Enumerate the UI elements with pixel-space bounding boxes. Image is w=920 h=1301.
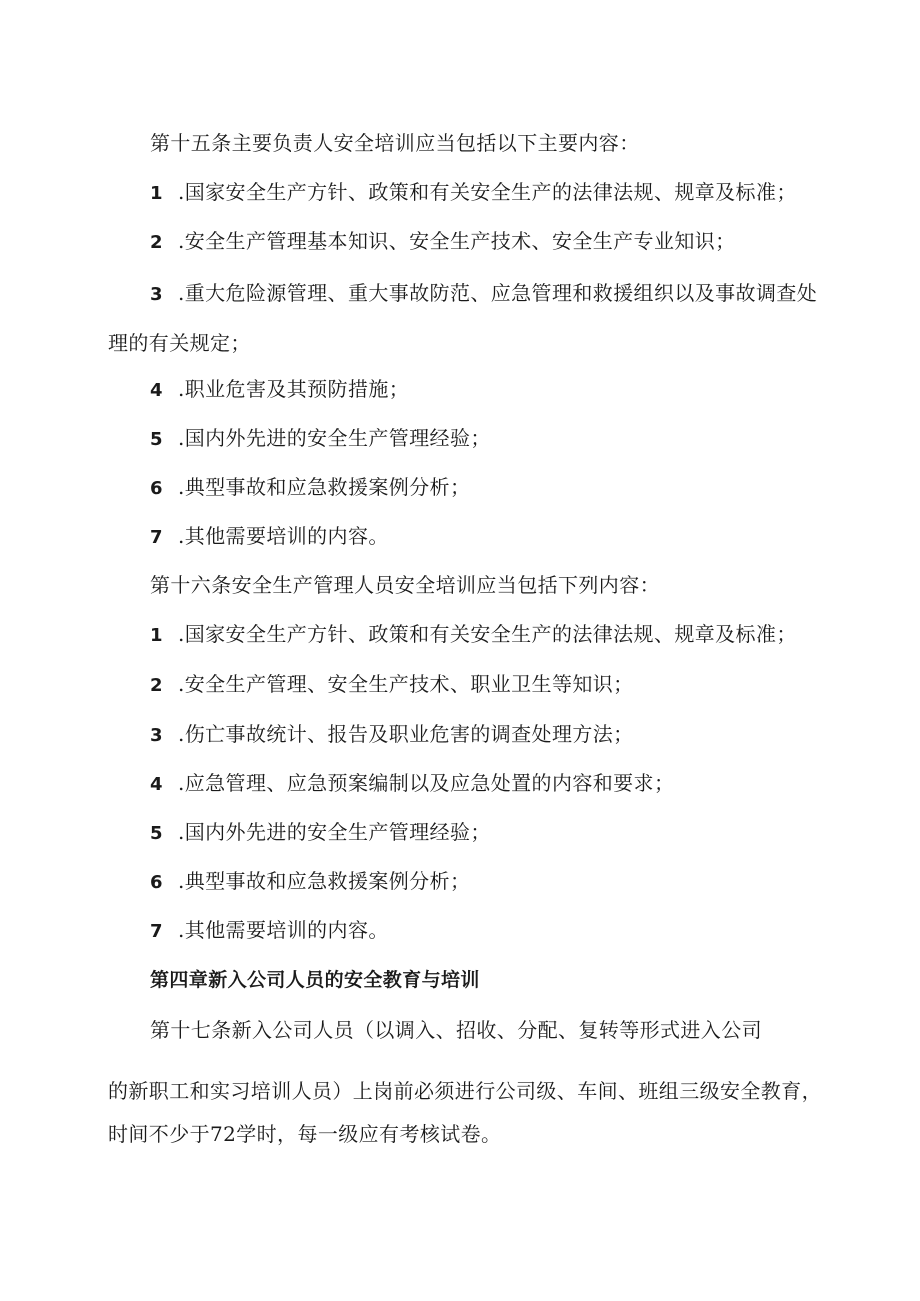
section-15-item-4 [150,377,409,403]
item-text: .其他需要培训的内容。 [178,918,389,942]
item-text: .国家安全生产方针、政策和有关安全生产的法律法规、规章及标准； [178,180,797,204]
item-text: .安全生产管理基本知识、安全生产技术、安全生产专业知识； [178,229,736,253]
item-text: .职业危害及其预防措施； [178,377,410,401]
section-16-title: 第十六条安全生产管理人员安全培训应当包括下列内容： [150,573,660,597]
item-text: .典型事故和应急救援案例分析； [178,475,471,499]
item-number: 5 [150,823,163,844]
item-text: .重大危险源管理、重大事故防范、应急管理和救援组织以及事故调查处 [178,281,818,305]
item-number: 5 [150,429,163,450]
section-15-item-5 [150,426,491,452]
section-16-item-3 [150,722,634,748]
section-17-line-3: 时间不少于72学时，每一级应有考核试卷。 [108,1122,502,1146]
section-16-item-7 [150,918,389,944]
item-text: .国家安全生产方针、政策和有关安全生产的法律法规、规章及标准； [178,622,797,646]
item-number: 6 [150,872,163,893]
item-number: 1 [150,183,163,204]
section-15-item-3 [150,281,817,307]
item-text: 理的有关规定； [108,331,251,355]
section-15-item-3-continued [108,331,251,355]
item-number: 4 [150,380,163,401]
item-text: .国内外先进的安全生产管理经验； [178,426,491,450]
item-number: 1 [150,625,163,646]
item-number: 3 [150,725,163,746]
section-15-item-1 [150,180,797,206]
item-text: .应急管理、应急预案编制以及应急处置的内容和要求； [178,771,675,795]
item-number: 3 [150,284,163,305]
item-text: .伤亡事故统计、报告及职业危害的调查处理方法； [178,722,634,746]
item-number: 2 [150,675,163,696]
item-number: 7 [150,921,163,942]
section-16-item-6 [150,869,470,895]
section-16-item-5 [150,820,491,846]
section-15-item-2 [150,229,736,255]
section-16-item-2 [150,672,634,698]
item-text: .典型事故和应急救援案例分析； [178,869,471,893]
section-15-item-6 [150,475,470,501]
item-number: 6 [150,478,163,499]
item-number: 4 [150,774,163,795]
section-17-line-2: 的新职工和实习培训人员）上岗前必须进行公司级、车间、班组三级安全教育， [108,1079,822,1103]
item-text: .其他需要培训的内容。 [178,524,389,548]
item-number: 7 [150,527,163,548]
item-text: .国内外先进的安全生产管理经验； [178,820,491,844]
item-text: .安全生产管理、安全生产技术、职业卫生等知识； [178,672,634,696]
chapter-4-heading: 第四章新入公司人员的安全教育与培训 [150,969,480,991]
section-16-item-1 [150,622,797,648]
section-15-item-7 [150,524,389,550]
section-16-item-4 [150,771,674,797]
section-17-line-1: 第十七条新入公司人员（以调入、招收、分配、复转等形式进入公司 [150,1018,762,1042]
item-number: 2 [150,232,163,253]
section-15-title: 第十五条主要负责人安全培训应当包括以下主要内容： [150,131,640,155]
